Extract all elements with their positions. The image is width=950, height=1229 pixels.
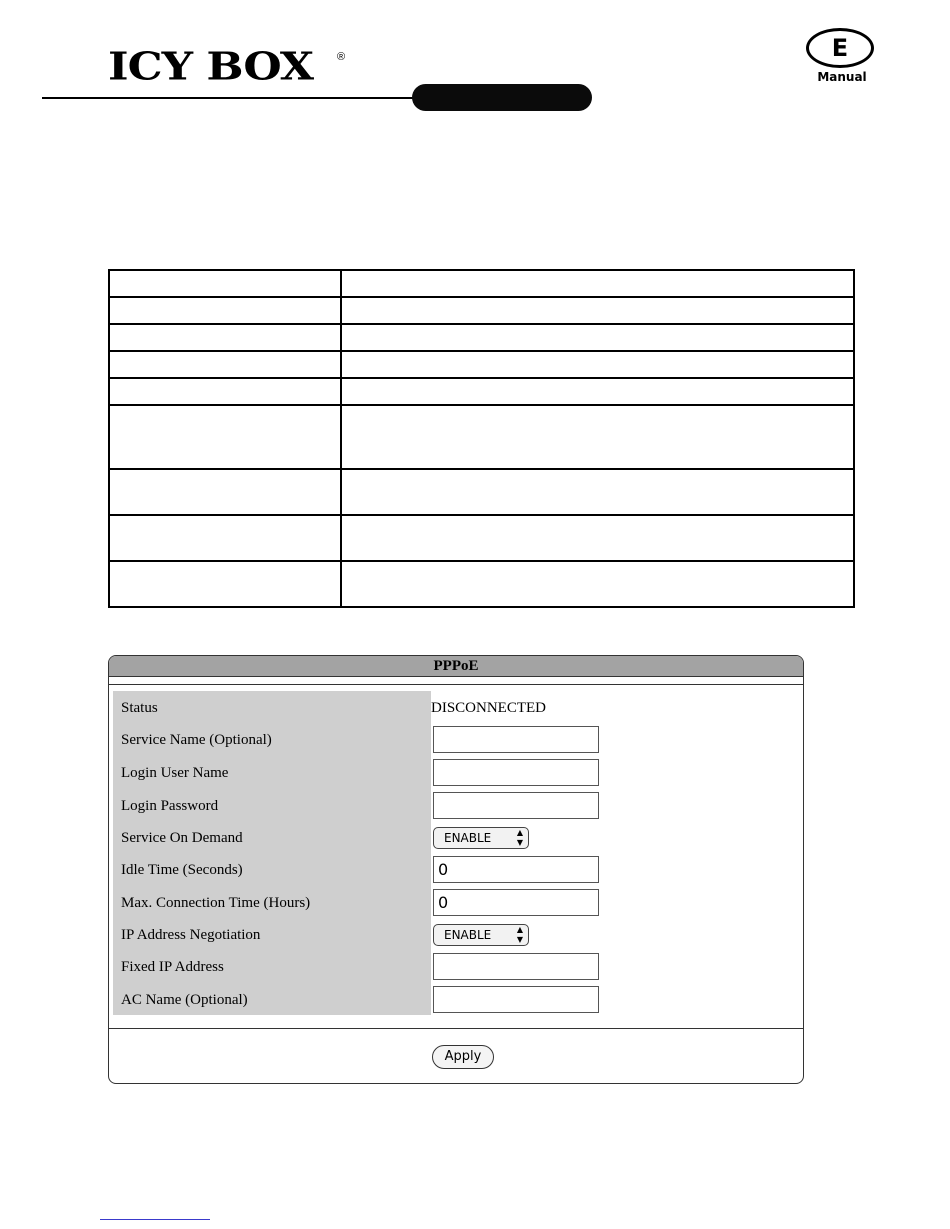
max-connection-time-label: Max. Connection Time (Hours)	[121, 895, 311, 911]
login-password-label: Login Password	[121, 798, 219, 814]
login-user-name-label: Login User Name	[121, 765, 229, 781]
login-password-input[interactable]	[433, 792, 599, 819]
table-row	[109, 561, 854, 607]
table-row	[109, 324, 854, 351]
idle-time-label: Idle Time (Seconds)	[121, 862, 243, 878]
footer-link-rule	[100, 1219, 210, 1220]
service-name-label: Service Name (Optional)	[121, 732, 272, 748]
status-value: DISCONNECTED	[431, 700, 546, 716]
status-label: Status	[121, 700, 158, 716]
ip-address-negotiation-select[interactable]	[433, 924, 529, 946]
table-row	[109, 469, 854, 515]
manual-label: Manual	[817, 70, 867, 84]
brand-logo: ICY BOX	[108, 44, 314, 90]
ac-name-label: AC Name (Optional)	[121, 992, 248, 1008]
pppoe-form	[109, 684, 803, 1029]
table-row	[109, 270, 854, 297]
table-row	[109, 515, 854, 561]
fixed-ip-address-label: Fixed IP Address	[121, 959, 224, 975]
max-connection-time-input[interactable]: 0	[433, 889, 599, 916]
panel-title: PPPoE	[109, 656, 803, 677]
idle-time-input[interactable]: 0	[433, 856, 599, 883]
table-row	[109, 405, 854, 469]
language-badge: E	[806, 28, 874, 68]
pppoe-panel	[108, 655, 804, 1084]
service-name-input[interactable]	[433, 726, 599, 753]
fixed-ip-address-input[interactable]	[433, 953, 599, 980]
header-rule	[42, 97, 427, 99]
header-pill	[412, 84, 592, 111]
service-on-demand-select[interactable]	[433, 827, 529, 849]
select-value: ENABLE	[444, 928, 492, 942]
service-on-demand-label: Service On Demand	[121, 830, 243, 846]
table-row	[109, 297, 854, 324]
ip-address-negotiation-label: IP Address Negotiation	[121, 927, 261, 943]
select-value: ENABLE	[444, 831, 492, 845]
login-user-name-input[interactable]	[433, 759, 599, 786]
select-arrows-icon: ▲ ▼	[516, 828, 523, 847]
apply-button[interactable]: Apply	[432, 1045, 494, 1069]
select-arrows-icon: ▲ ▼	[516, 925, 523, 944]
registered-mark: ®	[337, 51, 346, 63]
table-row	[109, 351, 854, 378]
ac-name-input[interactable]	[433, 986, 599, 1013]
spec-table	[108, 269, 855, 608]
table-row	[109, 378, 854, 405]
